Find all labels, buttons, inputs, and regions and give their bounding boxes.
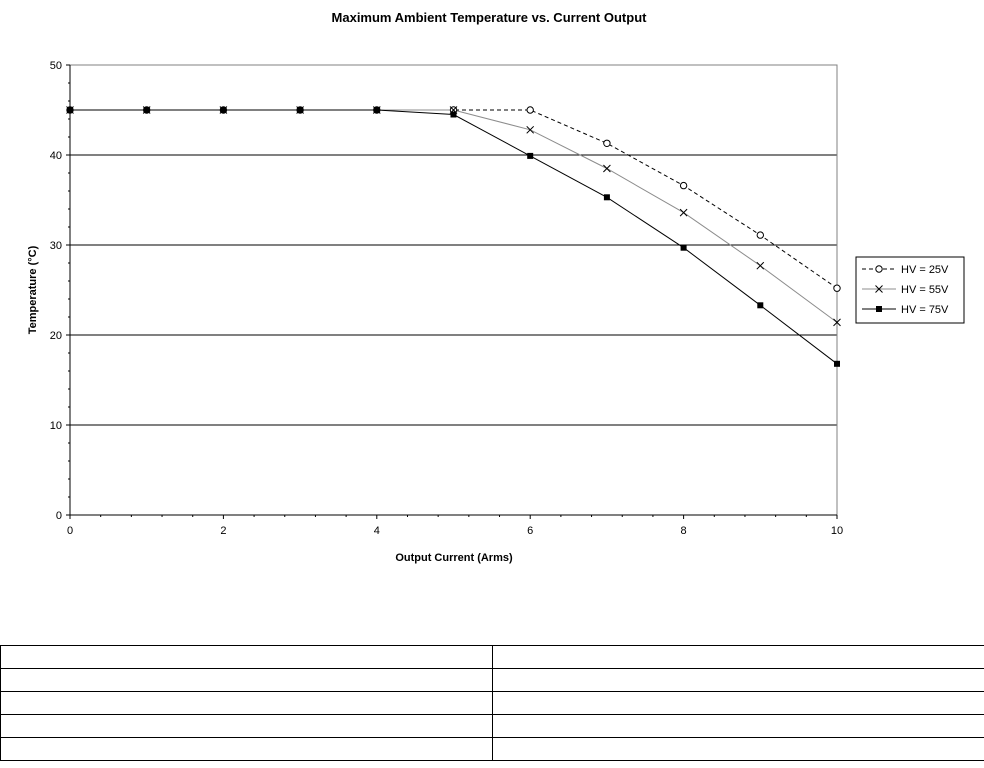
data-point — [451, 112, 457, 118]
table-cell — [1, 646, 493, 669]
table-cell — [1, 669, 493, 692]
y-tick-label: 50 — [49, 60, 62, 72]
data-point — [680, 209, 687, 216]
data-point — [527, 107, 533, 113]
series-line-3 — [70, 110, 837, 364]
axes — [66, 65, 837, 519]
table-cell — [1, 692, 493, 715]
data-point — [527, 126, 534, 133]
table-cell — [1, 738, 493, 761]
y-tick-label: 30 — [49, 240, 62, 252]
legend-label-2: HV = 55V — [901, 284, 949, 296]
data-point — [757, 302, 763, 308]
data-point — [834, 285, 840, 291]
x-axis-label: Output Current (Arms) — [395, 552, 513, 564]
y-axis-label: Temperature (°C) — [27, 245, 39, 335]
x-tick-label: 6 — [527, 525, 534, 537]
x-tick-label: 4 — [373, 525, 380, 537]
x-tick-label: 10 — [830, 525, 844, 537]
table-cell — [493, 646, 984, 669]
table-row — [1, 715, 984, 738]
table-cell — [493, 738, 984, 761]
x-tick-label: 0 — [66, 525, 74, 537]
empty-table — [0, 645, 984, 761]
data-point — [834, 361, 840, 367]
series-markers-1 — [67, 107, 840, 292]
data-point — [67, 107, 73, 113]
y-tick-label: 10 — [49, 420, 62, 432]
data-series — [67, 107, 841, 367]
table-cell — [493, 692, 984, 715]
data-point — [604, 140, 610, 146]
data-point — [144, 107, 150, 113]
data-point — [680, 182, 686, 188]
tick-labels — [50, 60, 843, 537]
legend-label-3: HV = 75V — [901, 304, 949, 316]
data-point — [757, 232, 763, 238]
data-point — [374, 107, 380, 113]
chart-title: Maximum Ambient Temperature vs. Current Output — [331, 10, 647, 25]
legend — [856, 257, 964, 323]
data-point — [220, 107, 226, 113]
data-point — [604, 194, 610, 200]
legend-marker-1 — [876, 266, 882, 272]
grid-lines — [70, 155, 837, 425]
data-point — [297, 107, 303, 113]
table-cell — [493, 715, 984, 738]
x-tick-label: 8 — [680, 525, 687, 537]
plot-area-frame — [70, 65, 837, 515]
table-cell — [1, 715, 493, 738]
legend-marker-3 — [876, 306, 882, 312]
y-tick-label: 40 — [49, 150, 62, 162]
data-point — [603, 165, 610, 172]
series-line-1 — [70, 110, 837, 288]
table-row — [1, 669, 984, 692]
table-cell — [493, 669, 984, 692]
data-point — [681, 245, 687, 251]
series-markers-3 — [67, 107, 840, 367]
series-line-2 — [70, 110, 837, 322]
y-tick-label: 0 — [55, 510, 62, 522]
table-row — [1, 646, 984, 669]
y-tick-label: 20 — [49, 330, 62, 342]
series-markers-2 — [67, 107, 841, 326]
data-point — [527, 153, 533, 159]
data-point — [757, 262, 764, 269]
legend-label-1: HV = 25V — [901, 264, 949, 276]
table-row — [1, 738, 984, 761]
x-tick-label: 2 — [220, 525, 227, 537]
table-row — [1, 692, 984, 715]
